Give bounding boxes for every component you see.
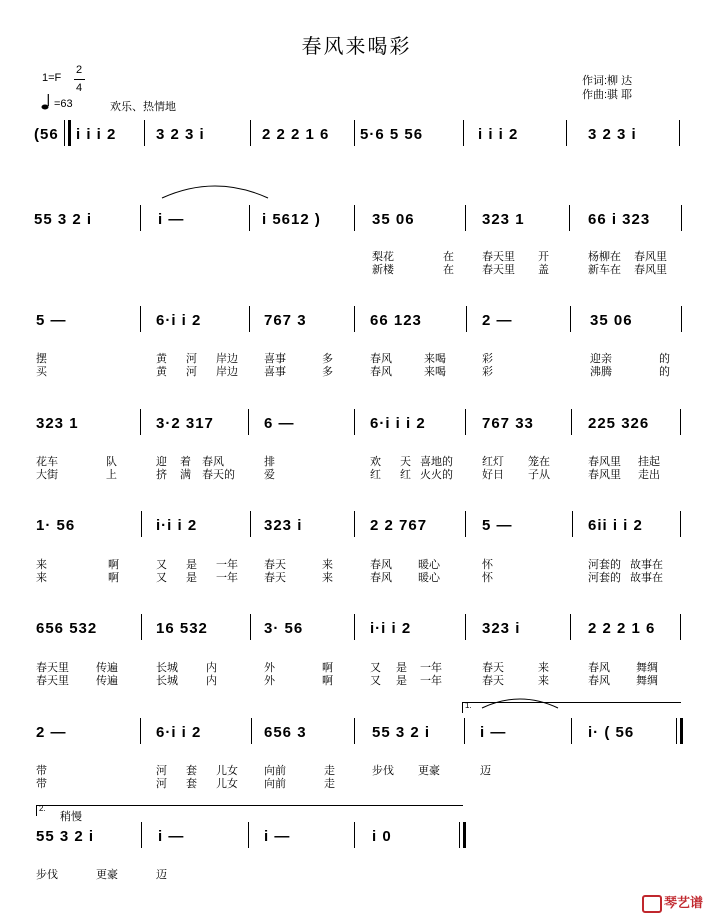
lyric: 上 <box>106 469 117 481</box>
lyric: 儿女 <box>216 765 238 777</box>
lyric: 一年 <box>216 559 238 571</box>
measure-note: 767 3 <box>264 312 307 329</box>
lyric: 外 <box>264 662 275 674</box>
barline <box>354 614 355 640</box>
barline <box>248 409 249 435</box>
volta-bracket-second-ending <box>36 805 463 816</box>
measure-note: 5 — <box>482 517 513 534</box>
measure-note: 2 — <box>36 724 67 741</box>
lyric: 彩 <box>482 366 493 378</box>
lyric: 新楼 <box>372 264 394 276</box>
measure-note: 2 2 2 1 6 <box>588 620 656 637</box>
lyric: 舞绸 <box>636 662 658 674</box>
lyric: 是 <box>186 559 197 571</box>
lyric: 春风 <box>588 675 610 687</box>
lyric: 内 <box>206 675 217 687</box>
measure-note: 66 i 323 <box>588 211 651 228</box>
lyric: 春风 <box>370 572 392 584</box>
barline <box>465 205 466 231</box>
lyric: 河 <box>186 366 197 378</box>
lyric: 更豪 <box>96 869 118 881</box>
volta-label: 2. <box>39 804 46 813</box>
lyric: 在 <box>443 251 454 263</box>
lyric: 天 <box>400 456 411 468</box>
lyric: 笼在 <box>528 456 550 468</box>
lyric: 向前 <box>264 765 286 777</box>
barline <box>354 718 355 744</box>
lyric: 暖心 <box>418 559 440 571</box>
lyric: 挤 <box>156 469 167 481</box>
measure-note: 55 3 2 i <box>36 828 95 845</box>
lyric: 着 <box>180 456 191 468</box>
measure-note: 1· 56 <box>36 517 76 534</box>
measure-note: 66 123 <box>370 312 422 329</box>
slur <box>480 694 560 710</box>
lyric: 是 <box>186 572 197 584</box>
lyric: 走出 <box>638 469 660 481</box>
barline <box>64 120 65 146</box>
lyric: 春天 <box>264 572 286 584</box>
lyric: 来喝 <box>424 366 446 378</box>
lyric: 的 <box>659 366 670 378</box>
lyric: 火火的 <box>420 469 453 481</box>
lyric: 一年 <box>216 572 238 584</box>
barline <box>465 511 466 537</box>
lyric: 春天里 <box>482 264 515 276</box>
lyric: 摆 <box>36 353 47 365</box>
measure-note: 6·i i 2 <box>156 312 202 329</box>
lyric: 来 <box>322 559 333 571</box>
lyric: 多 <box>322 366 333 378</box>
barline <box>572 511 573 537</box>
lyric: 长城 <box>156 662 178 674</box>
measure-note: 6·i i i 2 <box>370 415 426 432</box>
measure-note: 35 06 <box>372 211 415 228</box>
lyric: 怀 <box>482 559 493 571</box>
key-signature: 1=F <box>42 72 62 84</box>
barline <box>140 205 141 231</box>
lyric: 河套的 <box>588 559 621 571</box>
barline <box>354 409 355 435</box>
measure-note: 2 2 2 1 6 <box>262 126 330 143</box>
lyric: 一年 <box>420 675 442 687</box>
measure-note: i 0 <box>372 828 392 845</box>
barline <box>466 306 467 332</box>
lyric: 多 <box>322 353 333 365</box>
lyric: 又 <box>370 675 381 687</box>
lyric: 迎亲 <box>590 353 612 365</box>
measure-note: i i i 2 <box>478 126 519 143</box>
lyric: 河 <box>156 765 167 777</box>
lyric: 又 <box>370 662 381 674</box>
lyric: 爱 <box>264 469 275 481</box>
lyric: 河 <box>156 778 167 790</box>
barline <box>141 822 142 848</box>
lyric: 子从 <box>528 469 550 481</box>
lyric: 来 <box>322 572 333 584</box>
lyric: 河套的 <box>588 572 621 584</box>
measure-note: 5·6 5 56 <box>360 126 424 143</box>
time-signature-numerator: 2 <box>76 64 83 76</box>
lyric: 走 <box>324 765 335 777</box>
lyric: 大街 <box>36 469 58 481</box>
lyric: 故事在 <box>630 559 663 571</box>
time-signature-denominator: 4 <box>76 82 83 94</box>
lyric: 黄 <box>156 366 167 378</box>
barline <box>464 718 465 744</box>
lyric: 故事在 <box>630 572 663 584</box>
barline <box>570 306 571 332</box>
barline <box>465 409 466 435</box>
lyric: 更豪 <box>418 765 440 777</box>
lyric: 买 <box>36 366 47 378</box>
lyric: 春天里 <box>36 662 69 674</box>
lyric: 梨花 <box>372 251 394 263</box>
measure-note: i — <box>264 828 291 845</box>
lyric: 春天里 <box>36 675 69 687</box>
lyric: 儿女 <box>216 778 238 790</box>
barline <box>354 120 355 146</box>
lyric: 喜事 <box>264 366 286 378</box>
lyric: 欢 <box>370 456 381 468</box>
lyric: 满 <box>180 469 191 481</box>
barline <box>250 120 251 146</box>
lyric: 又 <box>156 572 167 584</box>
lyric: 排 <box>264 456 275 468</box>
lyric: 步伐 <box>36 869 58 881</box>
time-signature-line <box>74 79 85 80</box>
lyric: 春天的 <box>202 469 235 481</box>
lyric: 春天里 <box>482 251 515 263</box>
logo-icon <box>642 895 662 913</box>
lyric: 岸边 <box>216 366 238 378</box>
lyric: 传遍 <box>96 675 118 687</box>
lyric: 岸边 <box>216 353 238 365</box>
lyric: 的 <box>659 353 670 365</box>
lyric: 杨柳在 <box>588 251 621 263</box>
measure-note: 2 2 767 <box>370 517 428 534</box>
measure-note: 3·2 317 <box>156 415 214 432</box>
lyric: 红 <box>370 469 381 481</box>
barline <box>249 205 250 231</box>
lyric: 红灯 <box>482 456 504 468</box>
barline <box>459 822 460 848</box>
lyricist-credit: 作词:柳 达 <box>582 75 633 87</box>
measure-note: 55 3 2 i <box>34 211 93 228</box>
lyric: 来 <box>36 572 47 584</box>
measure-note: 5 — <box>36 312 67 329</box>
lyric: 春风 <box>370 353 392 365</box>
lyric: 队 <box>106 456 117 468</box>
lyric: 开 <box>538 251 549 263</box>
barline <box>249 306 250 332</box>
measure-note: 323 1 <box>482 211 525 228</box>
barline <box>463 120 464 146</box>
tempo-marking: =63 <box>54 98 73 110</box>
lyric: 向前 <box>264 778 286 790</box>
lyric: 步伐 <box>372 765 394 777</box>
barline <box>571 718 572 744</box>
measure-note: 767 33 <box>482 415 534 432</box>
lyric: 带 <box>36 765 47 777</box>
measure-note: i·i i 2 <box>370 620 412 637</box>
measure-note: i i i 2 <box>76 126 117 143</box>
lyric: 带 <box>36 778 47 790</box>
measure-note: 2 — <box>482 312 513 329</box>
lyric: 春风 <box>202 456 224 468</box>
lyric: 是 <box>396 662 407 674</box>
barline <box>140 409 141 435</box>
lyric: 来喝 <box>424 353 446 365</box>
measure-note: 3 2 3 i <box>156 126 205 143</box>
measure-note: 3 2 3 i <box>588 126 637 143</box>
barline <box>68 120 71 146</box>
lyric: 套 <box>186 765 197 777</box>
lyric: 迈 <box>156 869 167 881</box>
lyric: 怀 <box>482 572 493 584</box>
barline <box>570 614 571 640</box>
measure-note: 35 06 <box>590 312 633 329</box>
measure-note: i·i i 2 <box>156 517 198 534</box>
lyric: 春风 <box>588 662 610 674</box>
lyric: 来 <box>538 675 549 687</box>
barline <box>566 120 567 146</box>
lyric: 舞绸 <box>636 675 658 687</box>
lyric: 春风 <box>370 559 392 571</box>
lyric: 暖心 <box>418 572 440 584</box>
lyric: 是 <box>396 675 407 687</box>
barline <box>140 718 141 744</box>
measure-note: 225 326 <box>588 415 650 432</box>
measure-note: 6 — <box>264 415 295 432</box>
barline <box>571 409 572 435</box>
measure-note: (56 <box>34 126 59 143</box>
barline <box>250 511 251 537</box>
barline <box>354 511 355 537</box>
lyric: 红 <box>400 469 411 481</box>
expression-marking: 欢乐、热情地 <box>110 101 176 113</box>
lyric: 啊 <box>322 662 333 674</box>
barline <box>354 306 355 332</box>
lyric: 喜事 <box>264 353 286 365</box>
measure-note: i· ( 56 <box>588 724 635 741</box>
barline <box>465 614 466 640</box>
slur <box>160 180 270 200</box>
lyric: 走 <box>324 778 335 790</box>
lyric: 内 <box>206 662 217 674</box>
lyric: 春风里 <box>634 251 667 263</box>
barline <box>250 614 251 640</box>
barline <box>251 718 252 744</box>
lyric: 花车 <box>36 456 58 468</box>
measure-note: 3· 56 <box>264 620 304 637</box>
barline <box>140 306 141 332</box>
lyric: 迈 <box>480 765 491 777</box>
lyric: 春天 <box>482 662 504 674</box>
lyric: 春风里 <box>588 456 621 468</box>
measure-note: 16 532 <box>156 620 208 637</box>
tempo-change-marking: 稍慢 <box>60 811 82 823</box>
measure-note: 323 i <box>264 517 303 534</box>
barline <box>354 205 355 231</box>
barline <box>144 120 145 146</box>
barline <box>679 120 680 146</box>
lyric: 春风里 <box>588 469 621 481</box>
lyric: 在 <box>443 264 454 276</box>
barline <box>680 511 681 537</box>
barline <box>354 822 355 848</box>
lyric: 啊 <box>108 559 119 571</box>
barline <box>463 822 466 848</box>
lyric: 好日 <box>482 469 504 481</box>
barline <box>141 511 142 537</box>
lyric: 又 <box>156 559 167 571</box>
barline <box>141 614 142 640</box>
measure-note: 656 3 <box>264 724 307 741</box>
barline <box>676 718 677 744</box>
lyric: 迎 <box>156 456 167 468</box>
lyric: 来 <box>538 662 549 674</box>
measure-note: 55 3 2 i <box>372 724 431 741</box>
lyric: 套 <box>186 778 197 790</box>
measure-note: i — <box>158 828 185 845</box>
logo-text: 琴艺谱 <box>663 895 703 911</box>
barline <box>248 822 249 848</box>
barline <box>680 614 681 640</box>
measure-note: i — <box>480 724 507 741</box>
lyric: 盖 <box>538 264 549 276</box>
quarter-note-icon <box>41 94 53 110</box>
lyric: 来 <box>36 559 47 571</box>
barline <box>681 306 682 332</box>
lyric: 彩 <box>482 353 493 365</box>
lyric: 沸腾 <box>590 366 612 378</box>
lyric: 一年 <box>420 662 442 674</box>
lyric: 外 <box>264 675 275 687</box>
lyric: 啊 <box>108 572 119 584</box>
lyric: 啊 <box>322 675 333 687</box>
lyric: 春天 <box>264 559 286 571</box>
composer-credit: 作曲:骐 耶 <box>582 89 633 101</box>
barline <box>681 205 682 231</box>
measure-note: i — <box>158 211 185 228</box>
lyric: 春风里 <box>634 264 667 276</box>
lyric: 黄 <box>156 353 167 365</box>
lyric: 新车在 <box>588 264 621 276</box>
measure-note: 6ii i i 2 <box>588 517 643 534</box>
measure-note: i 5612 ) <box>262 211 321 228</box>
volta-label: 1. <box>465 701 472 710</box>
measure-note: 656 532 <box>36 620 98 637</box>
lyric: 挂起 <box>638 456 660 468</box>
lyric: 传遍 <box>96 662 118 674</box>
site-logo <box>642 892 703 913</box>
barline <box>569 205 570 231</box>
lyric: 喜地的 <box>420 456 453 468</box>
lyric: 长城 <box>156 675 178 687</box>
measure-note: 6·i i 2 <box>156 724 202 741</box>
barline <box>680 409 681 435</box>
song-title: 春风来喝彩 <box>301 36 412 58</box>
measure-note: 323 1 <box>36 415 79 432</box>
barline <box>680 718 683 744</box>
lyric: 春风 <box>370 366 392 378</box>
measure-note: 323 i <box>482 620 521 637</box>
lyric: 河 <box>186 353 197 365</box>
lyric: 春天 <box>482 675 504 687</box>
